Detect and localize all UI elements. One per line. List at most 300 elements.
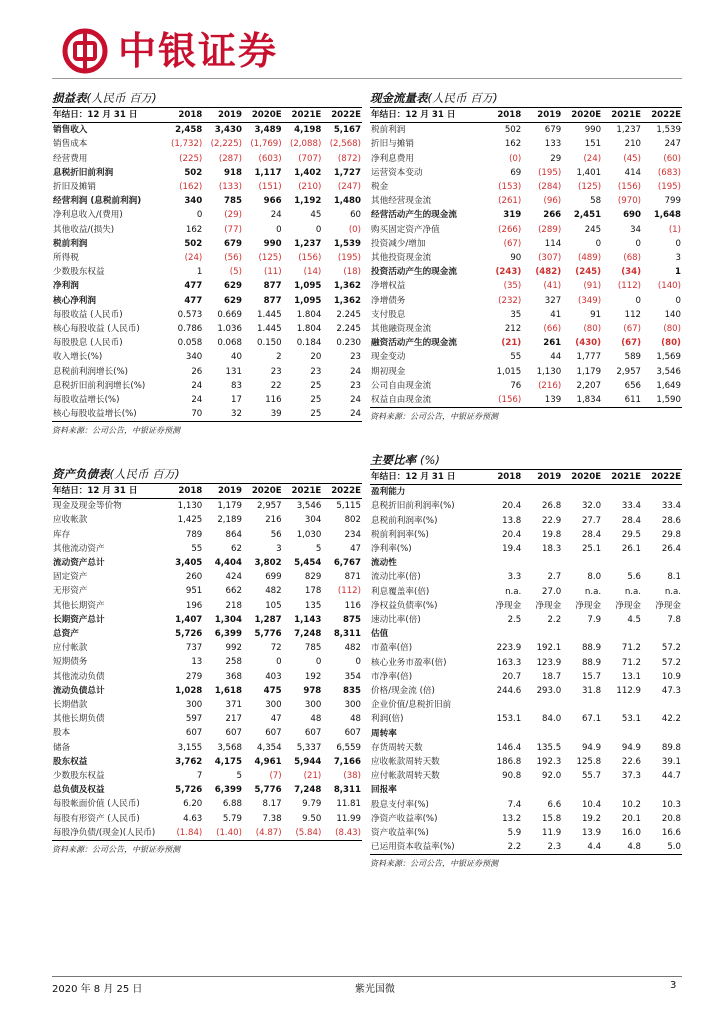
cell-value: 29.8 xyxy=(661,529,681,540)
row-label: 利润(倍) xyxy=(371,714,404,725)
row-label: 净利息费用 xyxy=(371,153,414,164)
table-row xyxy=(52,570,362,584)
table-row xyxy=(52,783,362,797)
cell-value: (266) xyxy=(498,224,522,235)
table-row xyxy=(52,655,362,669)
row-label: 流动负债总计 xyxy=(53,685,105,696)
column-header-year: 2018 xyxy=(164,108,204,123)
row-label: 税前利润 xyxy=(53,238,88,249)
brand-name: 中银证券 xyxy=(118,28,279,73)
cell-value: (24) xyxy=(583,153,602,164)
cell-value xyxy=(642,485,682,500)
balance-table xyxy=(52,484,362,841)
row-label: 少数股东权益 xyxy=(53,771,105,782)
cell-value: 3,546 xyxy=(656,366,681,377)
cell-value: 1,401 xyxy=(576,167,602,178)
cell-value: 20.7 xyxy=(502,671,522,682)
cell-value: 1,095 xyxy=(294,281,322,292)
cell-value xyxy=(482,485,522,500)
table-row xyxy=(370,656,682,670)
table-row xyxy=(52,137,362,151)
row-label: 其他经营现金流 xyxy=(371,196,432,207)
cell-value: 57.2 xyxy=(661,657,681,668)
cell-value: (1,769) xyxy=(250,139,282,150)
table-row xyxy=(52,294,362,308)
cell-value: 57.2 xyxy=(661,643,681,654)
cell-value: 1,649 xyxy=(656,380,681,391)
cell-value: (216) xyxy=(538,380,562,391)
cell-value: 992 xyxy=(225,643,242,654)
column-header-year: 2019 xyxy=(522,108,562,123)
cell-value: 0 xyxy=(196,210,203,221)
cell-value: (67) xyxy=(503,238,522,249)
cell-value: 19.8 xyxy=(542,529,562,540)
cell-value xyxy=(522,783,562,797)
cell-value: 146.4 xyxy=(496,742,522,753)
cell-value xyxy=(602,783,642,797)
cell-value: (156) xyxy=(617,182,642,193)
cell-value: (349) xyxy=(577,295,602,306)
cell-value: 2.7 xyxy=(547,572,562,583)
cell-value: 0 xyxy=(675,295,681,306)
cell-value: (284) xyxy=(538,182,562,193)
row-label: 估值 xyxy=(371,629,389,640)
column-header-year: 2022E xyxy=(642,108,682,123)
cell-value: 319 xyxy=(503,210,522,221)
cell-value: 净现金 xyxy=(575,600,602,611)
cell-value: 247 xyxy=(664,139,681,150)
cell-value: 47.3 xyxy=(661,686,681,697)
cell-value: 1.445 xyxy=(257,324,282,335)
cell-value: 6,399 xyxy=(214,785,242,796)
cell-value: 785 xyxy=(304,643,322,654)
cell-value: (67) xyxy=(621,338,642,349)
cell-value: 84.0 xyxy=(542,714,562,725)
cell-value: 91 xyxy=(590,309,602,320)
cell-value: 0.573 xyxy=(177,309,203,320)
table-row xyxy=(52,599,362,613)
table-row xyxy=(370,379,682,393)
cell-value xyxy=(562,485,602,500)
cell-value: 835 xyxy=(343,685,361,696)
cell-value: (5) xyxy=(229,267,242,278)
cell-value: 71.2 xyxy=(621,657,642,668)
cell-value: 55 xyxy=(191,543,203,554)
cell-value: 223.9 xyxy=(496,643,522,654)
cell-value: (153) xyxy=(498,182,522,193)
cell-value: (41) xyxy=(543,281,562,292)
cell-value: 1,237 xyxy=(616,125,642,136)
cell-value: 7 xyxy=(196,771,203,782)
row-label: 核心业务市盈率(倍) xyxy=(371,657,447,668)
row-label: 回报率 xyxy=(371,785,397,796)
cell-value: 净现金 xyxy=(495,600,522,611)
row-label: 经营活动产生的现金流 xyxy=(371,210,457,221)
row-label: 其他收益/(损失) xyxy=(53,224,115,235)
table-row xyxy=(52,613,362,627)
column-header-year: 2019 xyxy=(522,470,562,485)
table-row xyxy=(52,336,362,350)
cell-value: 151 xyxy=(584,139,602,150)
cell-value: 139 xyxy=(522,393,562,408)
cell-value: 33.4 xyxy=(621,501,642,512)
cell-value: 105 xyxy=(265,600,282,611)
cell-value: 44 xyxy=(550,352,562,363)
column-header-label: 年结日：12 月 31 日 xyxy=(52,108,164,123)
table-row xyxy=(52,407,362,422)
cell-value: 92.0 xyxy=(542,771,562,782)
balance-title xyxy=(52,466,362,484)
cell-value: 1,425 xyxy=(177,515,203,526)
table-row xyxy=(52,123,362,138)
column-header-year: 2022E xyxy=(642,470,682,485)
table-row xyxy=(370,670,682,684)
cell-value: (482) xyxy=(535,267,562,278)
column-header-label: 年结日：12 月 31 日 xyxy=(370,470,482,485)
cell-value: (261) xyxy=(498,196,522,207)
cell-value xyxy=(522,627,562,641)
row-label: 每股有形资产 (人民币) xyxy=(53,813,140,824)
cell-value: 112.9 xyxy=(616,686,642,697)
row-label: 长期资产总计 xyxy=(53,614,105,625)
cell-value: 1,143 xyxy=(294,614,322,625)
cell-value: 6,767 xyxy=(333,558,361,569)
cell-value: 0 xyxy=(675,238,681,249)
cell-value xyxy=(602,627,642,641)
cell-value: 140 xyxy=(664,309,681,320)
cell-value: 477 xyxy=(184,295,203,306)
cell-value: (91) xyxy=(583,281,602,292)
row-label: 期初现金 xyxy=(371,366,406,377)
column-header-year: 2018 xyxy=(482,470,522,485)
cell-value: 2,957 xyxy=(257,501,282,512)
cell-value: (96) xyxy=(543,196,562,207)
cell-value: 300 xyxy=(265,700,282,711)
cell-value: 70 xyxy=(164,407,204,422)
table-row xyxy=(370,783,682,797)
column-header-year: 2018 xyxy=(164,484,204,499)
row-label: 其他流动资产 xyxy=(53,543,105,554)
cell-value: 26.8 xyxy=(542,501,562,512)
row-label: 企业价值/息税折旧前 xyxy=(371,700,452,711)
row-label: 利息覆盖率(倍) xyxy=(371,586,430,597)
table-row xyxy=(370,308,682,322)
table-row xyxy=(52,641,362,655)
row-label: 长期借款 xyxy=(53,700,88,711)
cell-value xyxy=(482,698,522,712)
cell-value: 799 xyxy=(664,196,681,207)
cell-value: (872) xyxy=(337,153,361,164)
cell-value: 196 xyxy=(185,600,203,611)
cell-value: 27.7 xyxy=(581,515,602,526)
cell-value: (24) xyxy=(184,253,203,264)
cell-value: 5,115 xyxy=(336,501,361,512)
table-row xyxy=(52,279,362,293)
row-label: 股东权益 xyxy=(53,756,88,767)
table-row xyxy=(52,698,362,712)
cell-value xyxy=(602,727,642,741)
cell-value: 0 xyxy=(315,657,322,668)
footer-company: 紫光国微 xyxy=(355,984,395,995)
table-row xyxy=(370,208,682,222)
row-label: 现金变动 xyxy=(371,352,406,363)
cell-value: 737 xyxy=(185,643,203,654)
cell-value: 34 xyxy=(630,224,642,235)
row-label: 其他长期负债 xyxy=(53,714,105,725)
cell-value: n.a. xyxy=(624,586,642,597)
row-label: 投资活动产生的现金流 xyxy=(371,267,457,278)
header-divider xyxy=(52,78,682,79)
cell-value: 1,590 xyxy=(642,393,682,408)
cell-value: 28.4 xyxy=(581,529,602,540)
cell-value: 871 xyxy=(344,572,361,583)
cell-value: n.a. xyxy=(664,586,681,597)
cell-value: 1,362 xyxy=(333,295,361,306)
cell-value xyxy=(562,783,602,797)
cell-value: 25 xyxy=(310,395,322,406)
table-row xyxy=(370,798,682,812)
cell-value: 24 xyxy=(350,366,361,377)
cell-value: 11.81 xyxy=(336,799,361,810)
cell-value: 6.6 xyxy=(547,799,562,810)
cell-value: 20.4 xyxy=(502,501,522,512)
cell-value: 1,480 xyxy=(333,196,361,207)
page-header xyxy=(40,20,700,80)
table-row xyxy=(370,755,682,769)
cell-value xyxy=(522,698,562,712)
row-label: 周转率 xyxy=(371,728,397,739)
cell-value: 18.3 xyxy=(542,544,562,555)
table-row xyxy=(370,265,682,279)
row-label: 收入增长(%) xyxy=(53,352,103,363)
cell-value: 55 xyxy=(510,352,522,363)
cell-value: 1,095 xyxy=(294,295,322,306)
table-row xyxy=(52,755,362,769)
cell-value: 28.6 xyxy=(661,515,681,526)
cell-value: 56 xyxy=(270,529,282,540)
cell-value: 300 xyxy=(185,700,203,711)
cell-value: 44.7 xyxy=(661,771,681,782)
cell-value xyxy=(642,627,682,641)
table-row xyxy=(52,556,362,570)
cell-value: 0.230 xyxy=(336,338,361,349)
cell-value: 5,776 xyxy=(254,629,282,640)
row-label: 价格/现金流 (倍) xyxy=(371,686,435,697)
cell-value: (56) xyxy=(224,253,242,264)
ratios-source: 资料来源：公司公告，中银证券预测 xyxy=(370,859,498,869)
ratios-table xyxy=(370,470,682,855)
cell-value: 4.4 xyxy=(562,840,602,855)
cell-value: 0.184 xyxy=(296,338,322,349)
cell-value: (8.43) xyxy=(322,826,362,841)
cell-value: 3,155 xyxy=(177,742,203,753)
cell-value xyxy=(642,727,682,741)
cell-value: 48 xyxy=(310,714,322,725)
cell-value: 25 xyxy=(283,407,323,422)
cell-value: 679 xyxy=(544,125,562,136)
cell-value: (0) xyxy=(509,153,522,164)
row-label: 运营资本变动 xyxy=(371,167,423,178)
column-header-year: 2021E xyxy=(602,108,642,123)
table-row xyxy=(52,223,362,237)
cell-value: 123.9 xyxy=(536,657,562,668)
cell-value: 29.5 xyxy=(621,529,642,540)
row-label: 其他投资现金流 xyxy=(371,253,432,264)
footer-date: 2020 年 8 月 25 日 xyxy=(52,984,143,995)
cell-value: 2 xyxy=(276,352,282,363)
cell-value: (195) xyxy=(538,167,562,178)
cell-value: (1) xyxy=(668,224,681,235)
cell-value: 23 xyxy=(310,366,322,377)
cell-value: 17 xyxy=(231,395,242,406)
cell-value: (38) xyxy=(343,771,361,782)
table-row xyxy=(52,180,362,194)
key-ratios-panel xyxy=(370,452,682,871)
row-label: 公司自由现金流 xyxy=(371,380,432,391)
row-label: 储备 xyxy=(53,742,71,753)
table-row xyxy=(370,641,682,655)
table-row xyxy=(370,336,682,350)
column-header-year: 2020E xyxy=(562,470,602,485)
table-row xyxy=(52,542,362,556)
table-row xyxy=(370,741,682,755)
cell-value: 7,248 xyxy=(294,629,322,640)
cell-value: (18) xyxy=(343,267,361,278)
cell-value: (67) xyxy=(623,324,642,335)
row-label: 息税折旧前利润增长(%) xyxy=(53,380,146,391)
row-label: 速动比率(倍) xyxy=(371,615,421,626)
table-row xyxy=(370,826,682,840)
cell-value: 3,405 xyxy=(175,558,203,569)
table-row xyxy=(52,152,362,166)
row-label: 经营费用 xyxy=(53,153,88,164)
row-label: 资产收益率(%) xyxy=(371,828,429,839)
cell-value: 1 xyxy=(675,267,681,278)
cell-value: (970) xyxy=(617,196,642,207)
column-header-year: 2020E xyxy=(243,484,283,499)
cell-value: 607 xyxy=(185,728,203,739)
cell-value: (68) xyxy=(623,253,642,264)
cell-value: 990 xyxy=(263,238,282,249)
cashflow-source: 资料来源：公司公告，中银证券预测 xyxy=(370,412,498,422)
cell-value: 42.2 xyxy=(661,714,681,725)
cell-value: 净现金 xyxy=(655,600,681,611)
cell-value: 210 xyxy=(624,139,642,150)
cell-value: 1,117 xyxy=(254,167,282,178)
cell-value xyxy=(642,783,682,797)
cell-value: (1,732) xyxy=(170,139,203,150)
cell-value: 13 xyxy=(191,657,203,668)
row-label: 融资活动产生的现金流 xyxy=(371,338,457,349)
cell-value: 978 xyxy=(303,685,322,696)
cashflow-title-text: 现金流量表 xyxy=(370,91,428,105)
cell-value: 22.9 xyxy=(542,515,562,526)
cell-value: 482 xyxy=(265,586,282,597)
cell-value: 13.2 xyxy=(502,813,522,824)
cell-value: (4.87) xyxy=(243,826,283,841)
cell-value: 1,834 xyxy=(562,393,602,408)
table-row xyxy=(370,180,682,194)
table-row xyxy=(370,237,682,251)
cell-value: 4,198 xyxy=(294,125,322,136)
cell-value: 5.9 xyxy=(507,828,522,839)
table-row xyxy=(370,365,682,379)
cell-value: 2,957 xyxy=(616,366,642,377)
cell-value: 18.7 xyxy=(542,671,562,682)
row-label: 市净率(倍) xyxy=(371,671,413,682)
row-label: 核心每股收益 (人民币) xyxy=(53,324,140,335)
cell-value: 1,179 xyxy=(576,366,602,377)
cell-value: 244.6 xyxy=(496,686,522,697)
row-label: 流动比率(倍) xyxy=(371,572,421,583)
cell-value: 90.8 xyxy=(502,771,522,782)
cell-value xyxy=(522,556,562,570)
row-label: 已运用资本收益率(%) xyxy=(370,840,482,855)
cell-value: 47 xyxy=(350,543,361,554)
cell-value: 1,539 xyxy=(333,238,361,249)
table-row xyxy=(52,365,362,379)
cell-value: 245 xyxy=(584,224,602,235)
table-header-row xyxy=(52,108,362,123)
ratios-title-unit: (%) xyxy=(420,453,440,467)
cell-value: (125) xyxy=(258,253,282,264)
cell-value: 23 xyxy=(350,352,361,363)
cell-value: 45 xyxy=(310,210,322,221)
cell-value: 94.9 xyxy=(581,742,602,753)
row-label: 支付股息 xyxy=(371,309,406,320)
cell-value: 258 xyxy=(225,657,242,668)
cell-value: 403 xyxy=(265,671,282,682)
cell-value: (5.84) xyxy=(283,826,323,841)
row-label: 无形资产 xyxy=(53,586,88,597)
cell-value: 24 xyxy=(270,210,282,221)
cell-value: 6.88 xyxy=(222,799,242,810)
cell-value: 1,362 xyxy=(333,281,361,292)
cell-value: 53.1 xyxy=(621,714,642,725)
row-label: 盈利能力 xyxy=(371,487,406,498)
table-row xyxy=(52,670,362,684)
cell-value: 279 xyxy=(185,671,203,682)
cell-value: (287) xyxy=(218,153,242,164)
cell-value: 864 xyxy=(225,529,242,540)
cell-value: (707) xyxy=(298,153,322,164)
row-label: 息税折旧前利润 xyxy=(53,167,114,178)
cell-value: (289) xyxy=(538,224,562,235)
table-row xyxy=(370,556,682,570)
table-row xyxy=(370,485,682,500)
cell-value: 629 xyxy=(224,281,242,292)
cell-value: 55.7 xyxy=(581,771,602,782)
cell-value: (11) xyxy=(263,267,282,278)
table-row xyxy=(52,513,362,527)
cell-value: 72 xyxy=(270,643,282,654)
cell-value: 629 xyxy=(224,295,242,306)
row-label: 库存 xyxy=(53,529,71,540)
cell-value: 2.2 xyxy=(547,615,562,626)
table-row xyxy=(52,379,362,393)
cell-value: 13.8 xyxy=(502,515,522,526)
cell-value: 502 xyxy=(184,167,203,178)
cell-value: 116 xyxy=(344,600,361,611)
table-row xyxy=(52,627,362,641)
cell-value: 3,430 xyxy=(214,125,242,136)
cell-value: 218 xyxy=(225,600,242,611)
cell-value: (232) xyxy=(498,295,522,306)
table-row xyxy=(52,194,362,208)
cell-value: (60) xyxy=(663,153,681,164)
cell-value: (225) xyxy=(179,153,203,164)
table-row xyxy=(370,223,682,237)
